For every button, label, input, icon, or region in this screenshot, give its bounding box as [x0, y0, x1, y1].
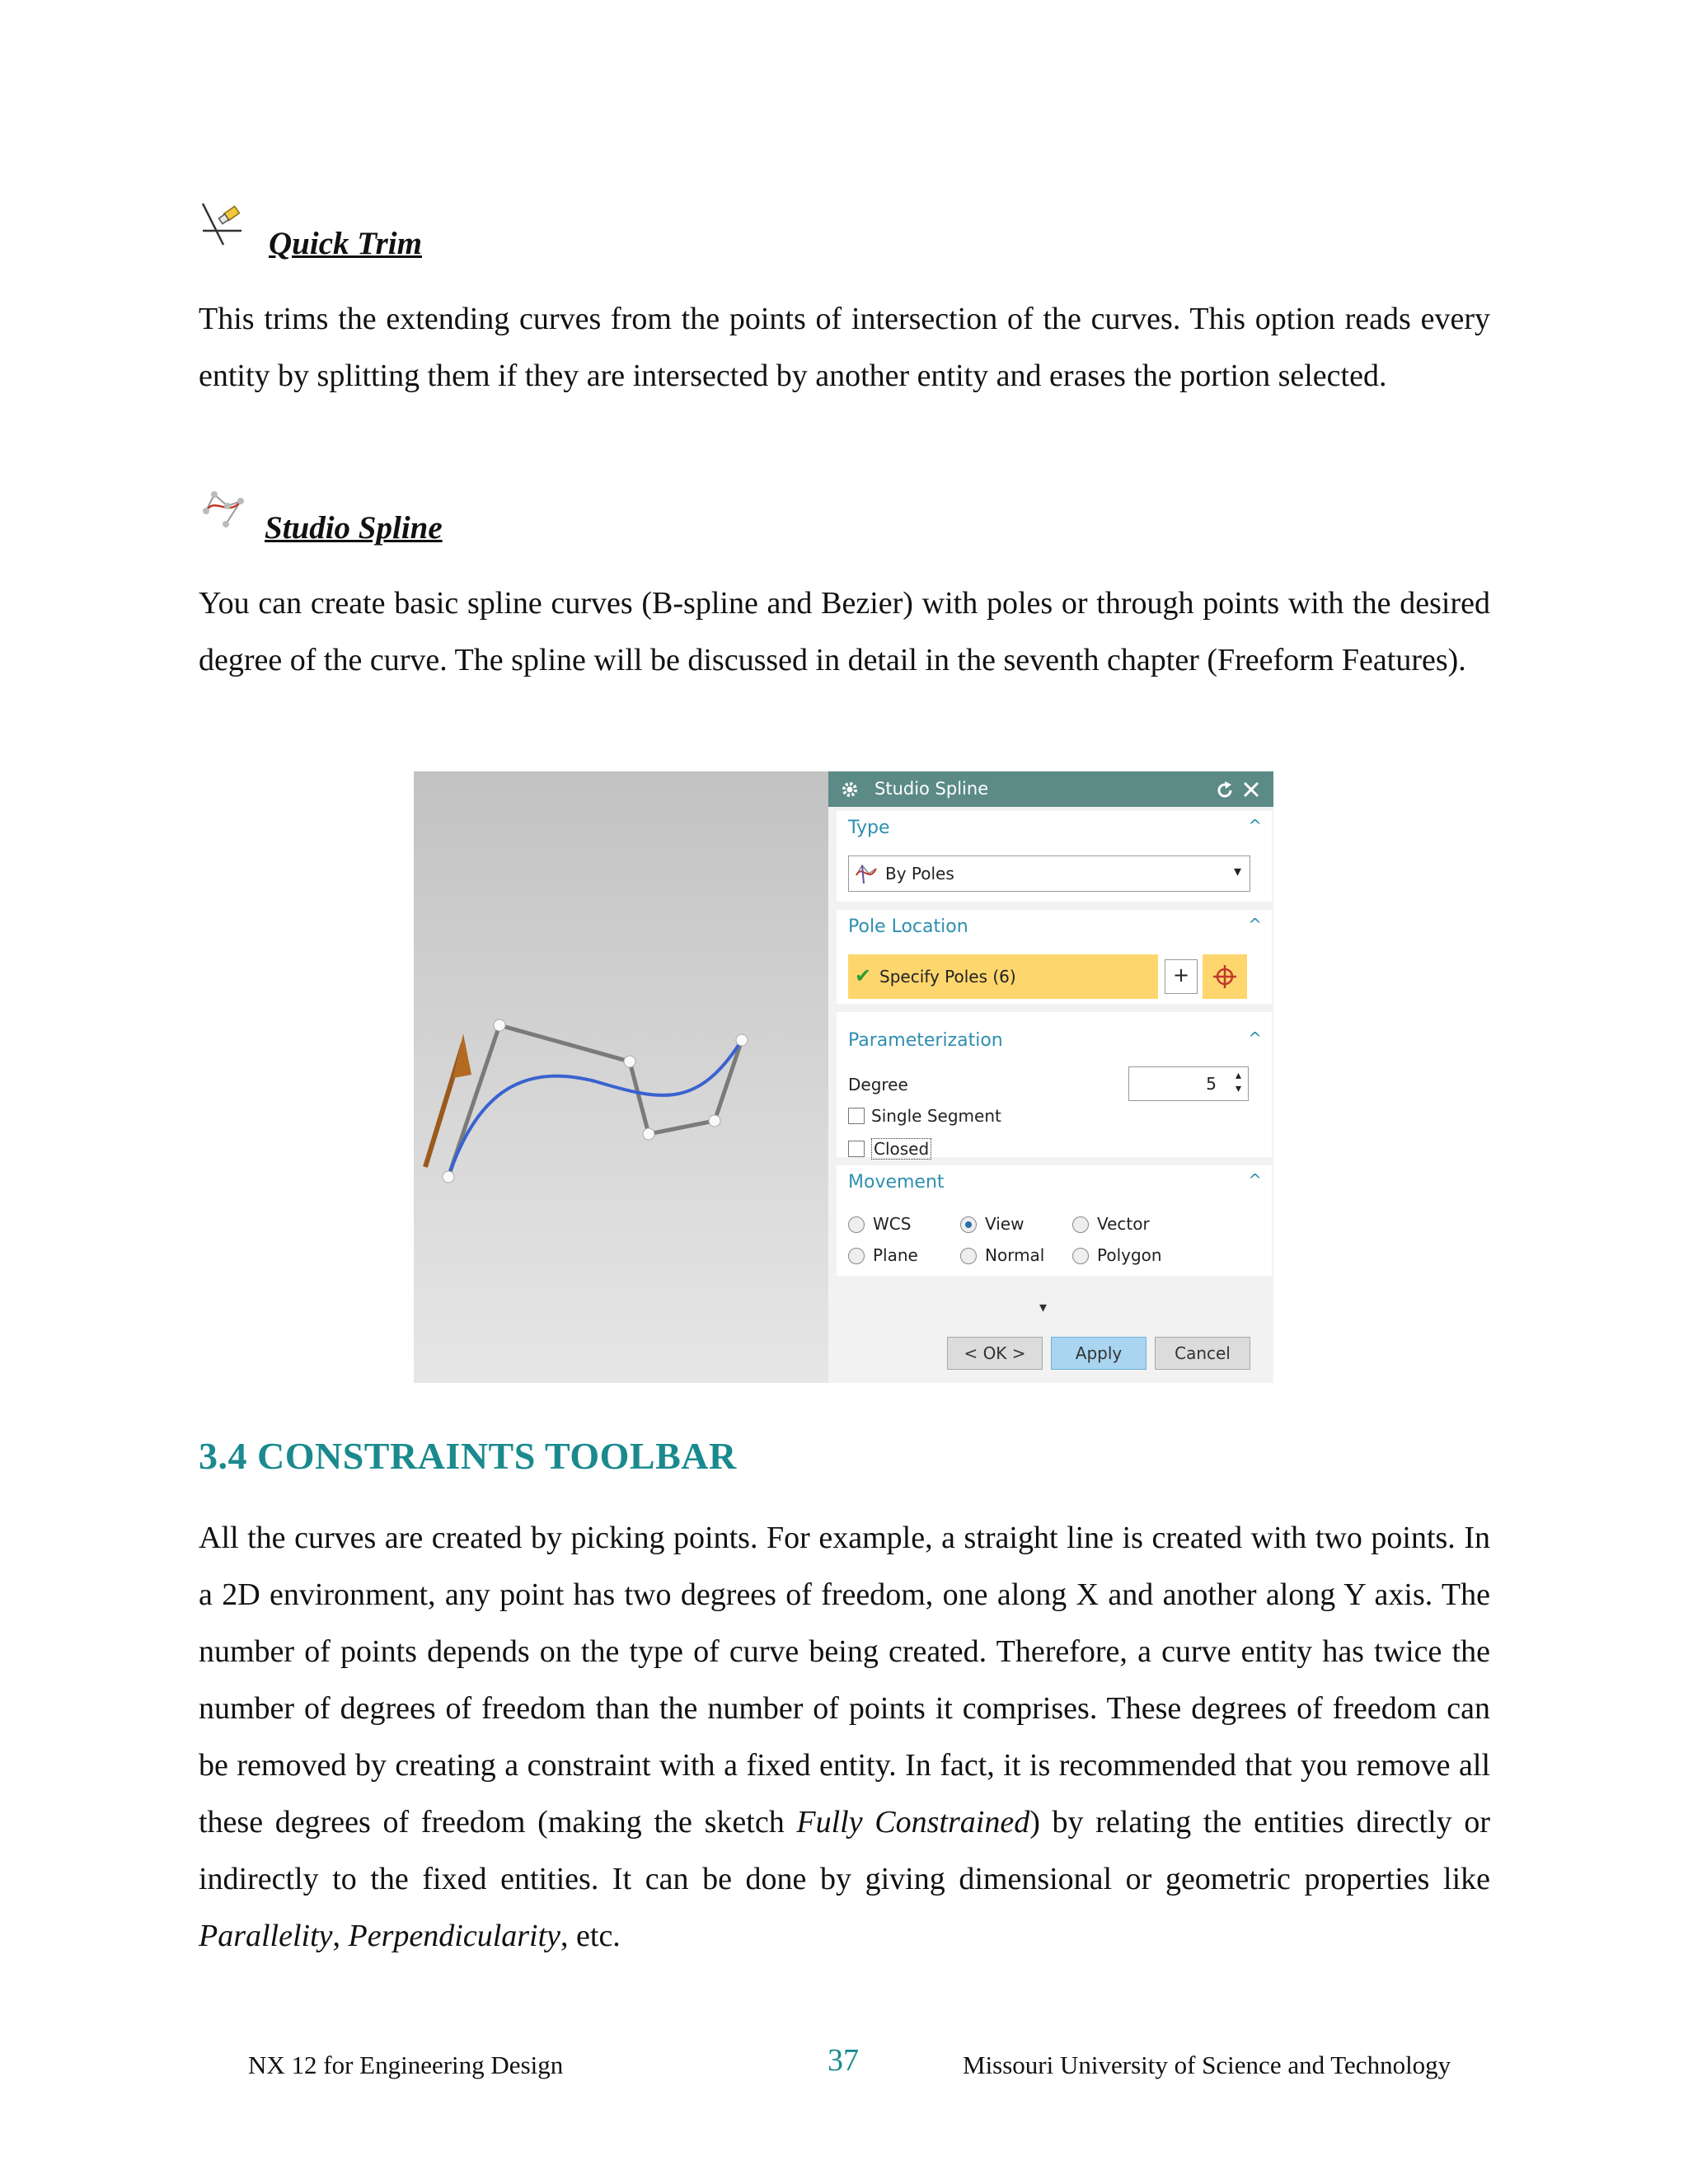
dialog-titlebar[interactable]	[828, 771, 1273, 807]
paragraph-text: , etc.	[560, 1919, 621, 1953]
studio-spline-icon	[854, 862, 879, 885]
vector-arrowhead	[453, 1033, 471, 1078]
collapse-caret-icon[interactable]: ^	[1248, 816, 1262, 836]
radio-view-label: View	[985, 1214, 1025, 1234]
movement-header[interactable]: Movement	[848, 1172, 945, 1193]
degree-value: 5	[1206, 1074, 1217, 1094]
radio-wcs[interactable]	[848, 1216, 865, 1233]
add-point-icon: +	[1172, 963, 1190, 987]
ok-button[interactable]: < OK >	[947, 1337, 1043, 1370]
movement-panel	[837, 1165, 1272, 1276]
degree-label: Degree	[848, 1075, 908, 1094]
reset-icon[interactable]	[1215, 780, 1235, 800]
emphasis-text: Parallelity	[199, 1919, 333, 1953]
paragraph-text: ,	[332, 1919, 349, 1953]
pole-point[interactable]	[736, 1034, 748, 1046]
dialog-title: Studio Spline	[874, 779, 989, 799]
quick-trim-paragraph: This trims the extending curves from the points of intersection of the curves. This option reads every entity by splitting them if they are intersected by another entity and erases the portion selected.	[199, 302, 1490, 393]
pole-point[interactable]	[624, 1056, 635, 1067]
radio-wcs-label: WCS	[873, 1214, 912, 1234]
studio-spline-heading: Studio Spline	[265, 510, 443, 546]
closed-label: Closed	[871, 1138, 931, 1160]
page-number: 37	[828, 2043, 859, 2078]
cancel-button[interactable]: Cancel	[1155, 1337, 1250, 1370]
point-dialog-button[interactable]	[1165, 959, 1198, 994]
radio-vector-label: Vector	[1097, 1214, 1150, 1234]
radio-polygon-label: Polygon	[1097, 1245, 1162, 1265]
quick-trim-icon	[200, 201, 246, 247]
closed-checkbox[interactable]	[848, 1141, 865, 1157]
section-heading: 3.4 CONSTRAINTS TOOLBAR	[199, 1435, 737, 1477]
footer-university: Missouri University of Science and Technology	[963, 2050, 1451, 2079]
collapse-caret-icon[interactable]: ^	[1248, 1170, 1262, 1190]
pole-point[interactable]	[643, 1128, 654, 1140]
type-panel	[837, 811, 1272, 902]
radio-vector[interactable]	[1072, 1216, 1089, 1233]
studio-spline-dialog	[828, 771, 1273, 1383]
checkmark-icon: ✔	[855, 964, 872, 987]
radio-normal[interactable]	[960, 1248, 977, 1264]
single-segment-label: Single Segment	[871, 1106, 1001, 1126]
studio-spline-paragraph: You can create basic spline curves (B-spline and Bezier) with poles or through points with the desired degree of the curve. The spline will be discussed in detail in the seventh chapter (Freeform Features).	[199, 586, 1490, 677]
crosshair-icon	[1212, 964, 1237, 989]
emphasis-text: Perpendicularity	[348, 1919, 561, 1953]
degree-spinner[interactable]	[1128, 1066, 1249, 1101]
spinner-arrows-icon[interactable]: ▴ ▾	[1235, 1069, 1241, 1095]
spline-graphic	[414, 771, 828, 1383]
radio-plane[interactable]	[848, 1248, 865, 1264]
type-section-header[interactable]: Type	[848, 818, 890, 838]
close-icon[interactable]	[1242, 780, 1260, 799]
collapse-caret-icon[interactable]: ^	[1248, 915, 1262, 935]
constraints-paragraph	[199, 1510, 1490, 1965]
single-segment-checkbox[interactable]	[848, 1108, 865, 1124]
apply-button[interactable]: Apply	[1051, 1337, 1146, 1370]
specify-poles-selector[interactable]	[848, 954, 1158, 999]
point-snap-button[interactable]	[1203, 954, 1247, 999]
emphasis-text: Fully Constrained	[796, 1805, 1030, 1840]
type-select-value: By Poles	[885, 864, 954, 883]
type-select[interactable]	[848, 855, 1250, 892]
expand-more-icon[interactable]: ▾	[1039, 1299, 1048, 1316]
graphics-viewport	[414, 771, 828, 1383]
collapse-caret-icon[interactable]: ^	[1248, 1029, 1262, 1048]
spline-curve	[448, 1040, 742, 1177]
dropdown-arrow-icon[interactable]: ▾	[1233, 863, 1241, 880]
pole-location-header[interactable]: Pole Location	[848, 916, 968, 937]
paragraph-text: All the curves are created by picking points. For example, a straight line is created with two points. In a 2D environment, any point has two degrees of freedom, one along X and another along Y axis. The number of points depends on the type of curve being created. Therefore, a curve entity has twice the number of degrees of freedom than the number of points it comprises. These degrees of freedom can be removed by creating a constraint with a fixed entity. In fact, it is recommended that you remove all these degrees of freedom (making the sketch	[199, 1521, 1490, 1840]
radio-plane-label: Plane	[873, 1245, 918, 1265]
gear-icon[interactable]	[840, 780, 860, 799]
footer-book-title: NX 12 for Engineering Design	[248, 2050, 564, 2079]
studio-spline-figure	[414, 771, 1273, 1383]
radio-polygon[interactable]	[1072, 1248, 1089, 1264]
pole-location-panel	[837, 910, 1272, 1004]
parameterization-panel	[837, 1012, 1272, 1157]
studio-spline-icon	[203, 490, 251, 529]
pole-point[interactable]	[494, 1019, 505, 1031]
radio-normal-label: Normal	[985, 1245, 1045, 1265]
specify-poles-label: Specify Poles (6)	[879, 967, 1016, 987]
quick-trim-heading: Quick Trim	[269, 226, 422, 261]
pole-point[interactable]	[709, 1115, 720, 1127]
paragraph-text: ) by relating the entities directly or indirectly to the fixed entities. It can be done by giving dimensional or geometric properties like	[199, 1805, 1490, 1896]
parameterization-header[interactable]: Parameterization	[848, 1030, 1003, 1051]
pole-point[interactable]	[443, 1171, 454, 1183]
radio-view[interactable]	[960, 1216, 977, 1233]
